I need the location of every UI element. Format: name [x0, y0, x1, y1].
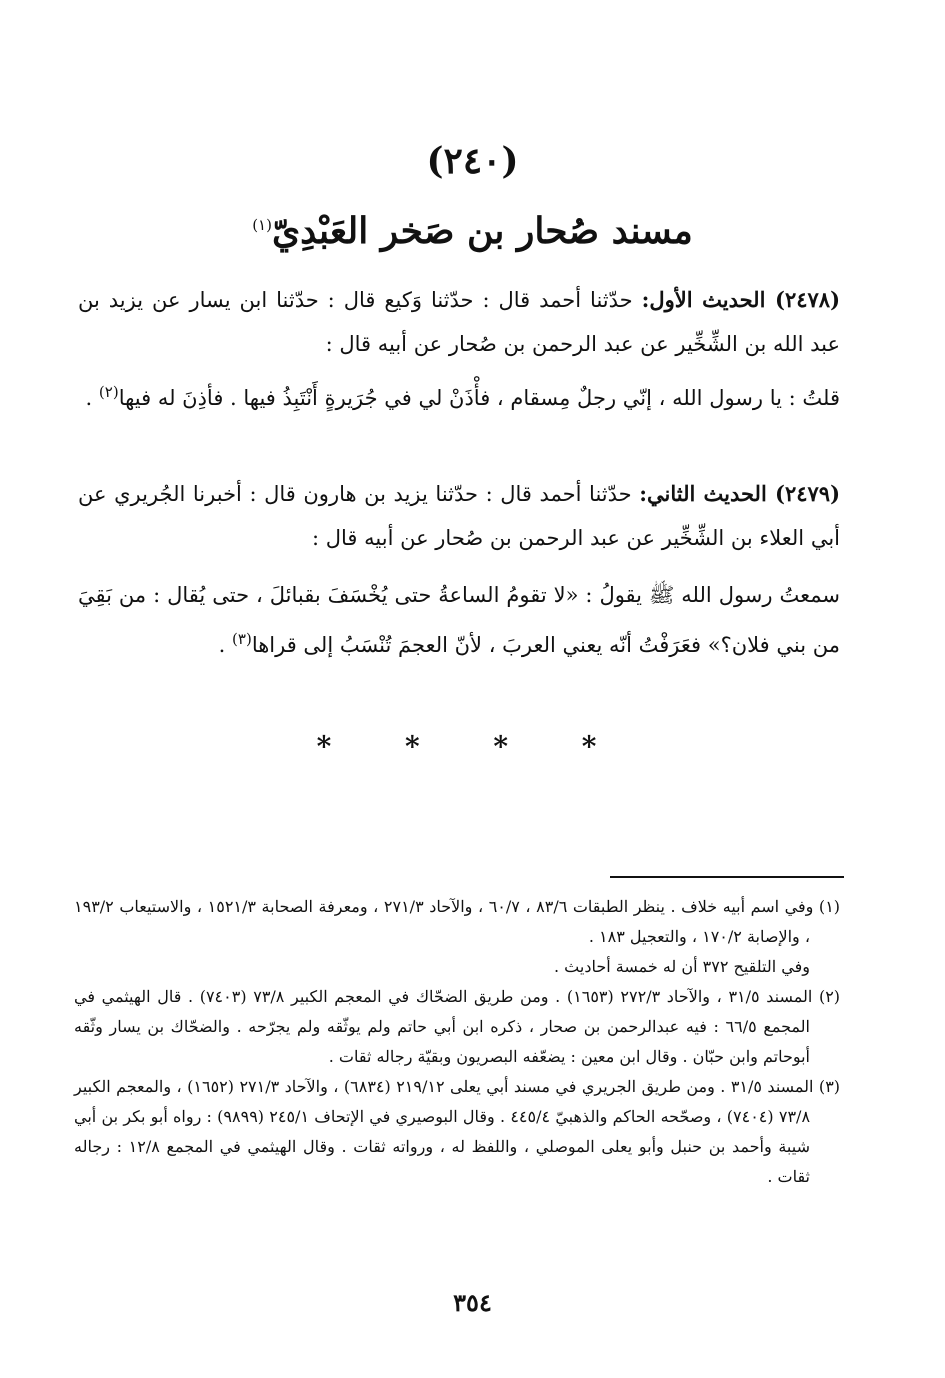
footnotes [74, 892, 840, 1192]
musnad-title-text: مسند صُحار بن صَخر العَبْدِيّ [271, 210, 693, 252]
hadith-1-matn [78, 370, 870, 420]
hadith-2-footnote-ref: (٣) [232, 630, 252, 648]
hadith-1-isnad [78, 278, 870, 366]
hadith-2-matn [78, 573, 870, 667]
section-separator-stars: * * * * [316, 730, 629, 763]
hadith-2-isnad-text: حدّثنا أحمد قال : حدّثنا يزيد بن هارون قال : أخبرنا الجُريري عن أبي العلاء بن الشِّخِّير عن عبد الرحمن بن صُحار عن أبيه قال : [78, 482, 840, 550]
musnad-title-footnote-ref: (١) [252, 216, 272, 234]
footnote-3: (٣) المسند ٣١/٥ . ومن طريق الجريري في مسند أبي يعلى ٢١٩/١٢ (٦٨٣٤) ، والآحاد ٢٧١/٣ (١٦٥٢) ، والمعجم الكبير ٧٣/٨ (٧٤٠٤) ، وصحّحه الحاكم والذهبيّ ٤٤٥/٤ . وقال البوصيري في الإتحاف ٢٤٥/١ (٩٨٩٩) : رواه أبو بكر بن أبي شيبة وأحمد بن حنبل وأبو يعلى الموصلي ، واللفظ له ، ورواته ثقات . وقال الهيثمي في المجمع ١٢/٨ : رجاله ثقات . [74, 1077, 841, 1186]
page-number: ٣٥٤ [453, 1288, 492, 1317]
hadith-1-footnote-ref: (٢) [98, 383, 119, 401]
footnote-divider [610, 876, 844, 878]
hadith-1-matn-text: قلتُ : يا رسول الله ، إنّي رجلٌ مِسقام ، فأْذَنْ لي في جُرَيرةٍ أَنْتَبِذُ فيها . فأذِنَ له فيها [118, 386, 840, 410]
footnote-1-extra: وفي التلقيح ٣٧٢ أن له خمسة أحاديث . [553, 957, 810, 976]
footnote-2: (٢) المسند ٣١/٥ ، والآحاد ٢٧٢/٣ (١٦٥٣) . ومن طريق الضحّاك في المعجم الكبير ٧٣/٨ (٧٤٠٣) . قال الهيثمي في المجمع ٦٦/٥ : فيه عبدالرحمن بن صحار ، ذكره ابن أبي حاتم ولم يوثّقه ولم يجرّحه . والضحّاك بن يسار وثّقه أبوحاتم وابن حبّان . وقال ابن معين : يضعّفه البصريون وبقيّة رجاله ثقات . [74, 987, 841, 1066]
hadith-2-end: . [218, 633, 233, 657]
hadith-2-label: (٢٤٧٩) الحديث الثاني: [639, 481, 841, 506]
section-number: (٢٤٠) [426, 140, 519, 182]
hadith-1-isnad-text: حدّثنا أحمد قال : حدّثنا وَكيع قال : حدّثنا ابن يسار عن يزيد بن عبد الله بن الشِّخِّير عن عبد الرحمن بن صُحار عن أبيه قال : [78, 288, 840, 356]
hadith-2-matn-text: سمعتُ رسول الله ﷺ يقولُ : «لا تقومُ الساعةُ حتى يُخْسَفَ بقبائلَ ، حتى يُقال : من بَقِيَ من بني فلان؟» فعَرَفْتُ أنّه يعني العربَ ، لأنّ العجمَ تُنْسَبُ إلى قراها [78, 583, 840, 657]
musnad-title [0, 210, 945, 252]
hadith-1-label: (٢٤٧٨) الحديث الأول: [641, 287, 840, 312]
footnote-1: (١) وفي اسم أبيه خلاف . ينظر الطبقات ٨٣/٦ ، ٦٠/٧ ، والآحاد ٢٧١/٣ ، ومعرفة الصحابة ١٥٢١/٣ ، والاستيعاب ١٩٣/٢ ، والإصابة ١٧٠/٢ ، والتعجيل ١٨٣ . [74, 897, 841, 946]
hadith-2-isnad [78, 472, 870, 560]
hadith-1-end: . [85, 386, 99, 410]
